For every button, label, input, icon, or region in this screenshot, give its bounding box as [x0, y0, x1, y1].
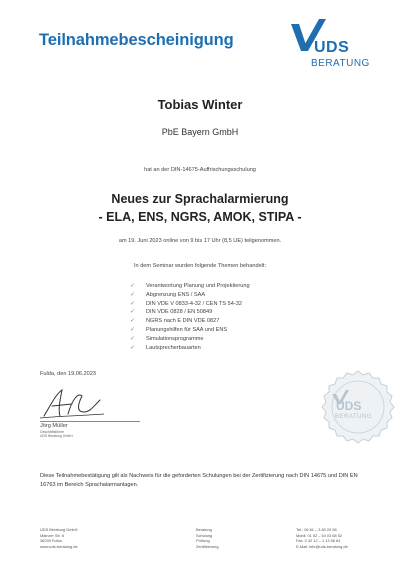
seal-subtitle: BERATUNG — [335, 414, 372, 420]
footer-service: Prüfung — [196, 538, 210, 544]
footer-address — [40, 527, 78, 550]
document-title: Teilnahmebescheinigung — [39, 31, 234, 49]
footer-phone: Tel.: 06 61 – 3 80 25 56 — [296, 527, 337, 532]
footer-service: Beratung — [196, 527, 212, 532]
checkmark-icon: ✓ — [130, 283, 136, 289]
checkmark-icon: ✓ — [130, 335, 136, 342]
course-date-line: am 19. Juni 2023 online von 9 bis 17 Uhr (8,5 UE) teilgenommen. — [118, 238, 282, 244]
topic-label: Planungshilfen für SAA und ENS — [146, 326, 228, 333]
footer-street: Mainzer Str. 6 — [40, 532, 65, 538]
checkmark-icon: ✓ — [130, 309, 136, 316]
topic-item — [130, 317, 250, 326]
topic-label: Simulationsprogramme — [146, 335, 204, 342]
topic-item — [130, 300, 250, 309]
topic-item — [130, 335, 250, 344]
participant-company: PbE Bayern GmbH — [161, 127, 239, 137]
seal-word: UDS — [336, 399, 362, 413]
signer-name: Jörg Müller — [40, 423, 68, 429]
handwritten-signature — [38, 386, 108, 420]
course-subtitle: - ELA, ENS, NGRS, AMOK, STIPA - — [98, 210, 302, 224]
topic-item — [130, 282, 250, 291]
footer-service: Schulung — [196, 532, 213, 538]
company-seal — [318, 368, 398, 448]
logo-subtitle: BERATUNG — [311, 58, 370, 69]
topics-list — [130, 282, 250, 352]
topics-intro: In dem Seminar wurden folgende Themen behandelt: — [133, 263, 267, 269]
attended-text: hat an der DIN-14675-Auffrischungsschulung — [144, 167, 256, 173]
checkmark-icon: ✓ — [130, 318, 136, 325]
course-title: Neues zur Sprachalarmierung — [111, 192, 289, 206]
footer-website: www.uds-beratung.de — [40, 544, 78, 550]
footer-contact — [296, 527, 348, 550]
checkmark-icon: ✓ — [130, 326, 136, 333]
uds-logo — [288, 18, 368, 74]
footer-company: UDS Beratung GmbH — [40, 527, 78, 532]
participant-name: Tobias Winter — [157, 97, 243, 112]
signature-line — [40, 421, 140, 422]
certificate-footnote: Diese Teilnahmebestätigung gilt als Nachweis für die geforderten Schulungen bei der Zertifizierung nach DIN 14675 und DIN EN 16763 im Bereich Sprachalarmanlagen. — [40, 473, 358, 488]
checkmark-icon: ✓ — [130, 291, 136, 298]
footer-service: Zertifizierung — [196, 544, 219, 550]
topic-label: DIN VDE V 0833-4-32 / CEN TS 54-32 — [146, 300, 242, 307]
footer-mobile: Mobil: 01 52 – 54 03 68 52 — [296, 532, 343, 538]
topic-label: Lautsprecherbauarten — [146, 344, 201, 351]
topic-label: Verantwortung Planung und Projektierung — [146, 283, 250, 289]
checkmark-icon: ✓ — [130, 344, 136, 351]
footer-email: E-Mail: info@uds-beratung.de — [296, 544, 348, 550]
signer-role: Geschäftsführer — [40, 430, 65, 434]
footer-city: 36039 Fulda — [40, 538, 62, 544]
footer-fax: Fax: 0 32 12 – 1 13 56 64 — [296, 538, 341, 544]
topic-label: NGRS nach E DIN VDE 0827 — [146, 318, 220, 325]
place-date: Fulda, den 19.06.2023 — [40, 371, 96, 377]
footer-services — [196, 527, 219, 550]
topic-label: Abgrenzung ENS / SAA — [146, 291, 206, 298]
checkmark-icon: ✓ — [130, 300, 136, 307]
logo-word: UDS — [314, 39, 350, 56]
topic-item — [130, 308, 250, 317]
signer-organization: UDS Beratung GmbH — [40, 434, 73, 438]
topic-label: DIN VDE 0828 / EN 50849 — [146, 309, 213, 316]
topic-item — [130, 291, 250, 300]
topic-item — [130, 344, 250, 353]
topic-item — [130, 326, 250, 335]
